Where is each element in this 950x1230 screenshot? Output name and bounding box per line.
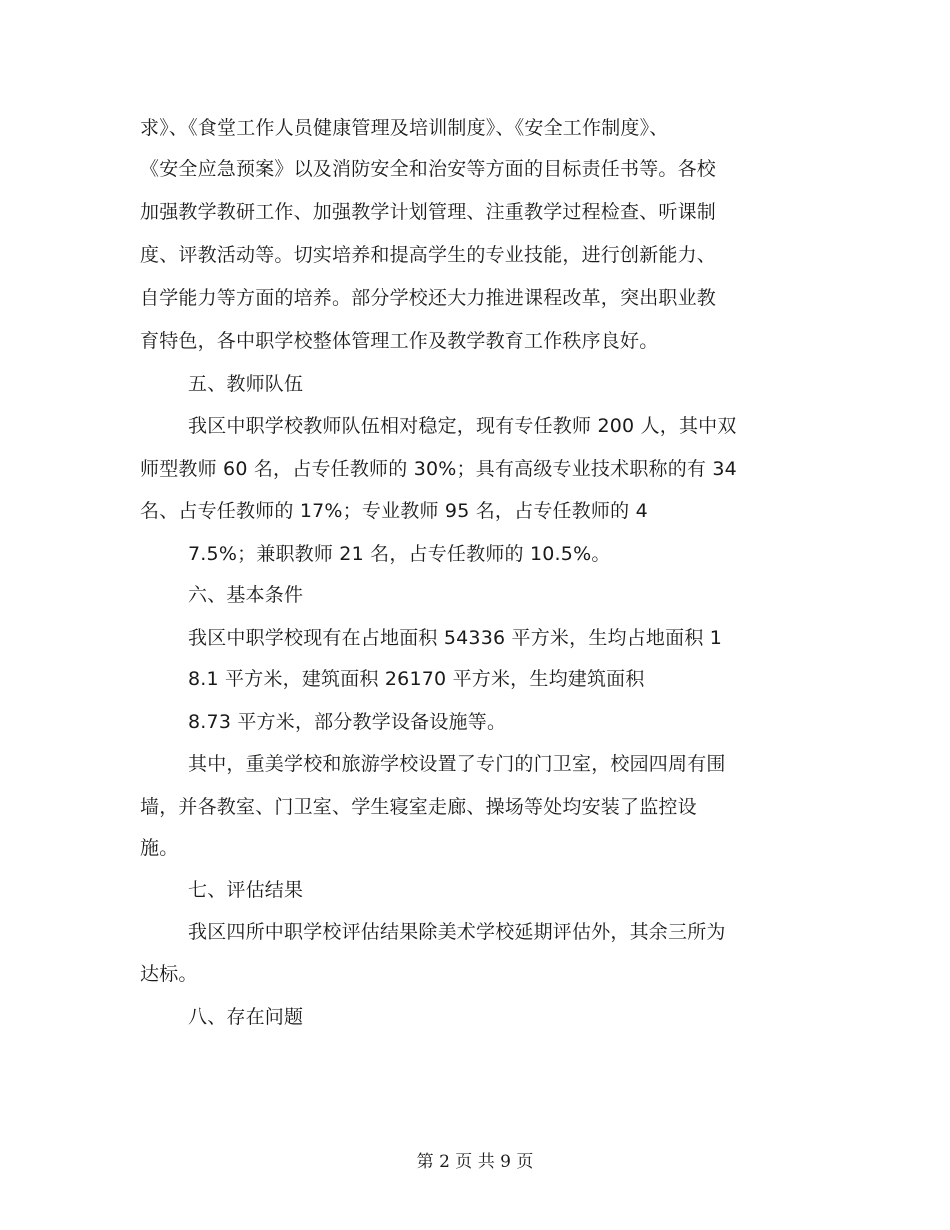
section-heading: 七、评估结果 (188, 879, 304, 901)
section-heading: 五、教师队伍 (188, 373, 304, 395)
text-line: 其中，重美学校和旅游学校设置了专门的门卫室，校园四周有围 (188, 753, 726, 775)
text-line: 师型教师 60 名，占专任教师的 30%；具有高级专业技术职称的有 34 (140, 458, 737, 480)
text-line: 我区中职学校教师队伍相对稳定，现有专任教师 200 人，其中双 (188, 415, 737, 437)
section-heading: 八、存在问题 (188, 1006, 304, 1028)
text-line: 名、占专任教师的 17%；专业教师 95 名，占专任教师的 4 (140, 500, 648, 522)
text-line: 自学能力等方面的培养。部分学校还大力推进课程改革，突出职业教 (140, 287, 717, 309)
text-line: 8.73 平方米，部分教学设备设施等。 (188, 711, 507, 733)
text-line: 加强教学教研工作、加强教学计划管理、注重教学过程检查、听课制 (140, 201, 717, 223)
text-line: 育特色，各中职学校整体管理工作及教学教育工作秩序良好。 (140, 330, 659, 352)
text-line: 施。 (140, 837, 179, 859)
text-line: 墙，并各教室、门卫室、学生寝室走廊、操场等处均安装了监控设 (140, 796, 697, 818)
text-line: 求》、《食堂工作人员健康管理及培训制度》、《安全工作制度》、 (140, 117, 669, 139)
page-number-footer: 第 2 页 共 9 页 (416, 1152, 534, 1172)
text-line: 我区中职学校现有在占地面积 54336 平方米，生均占地面积 1 (188, 627, 723, 649)
section-heading: 六、基本条件 (188, 584, 304, 606)
text-line: 8.1 平方米，建筑面积 26170 平方米，生均建筑面积 (188, 668, 645, 690)
text-line: 《安全应急预案》以及消防安全和治安等方面的目标责任书等。各校 (140, 158, 717, 180)
text-line: 达标。 (140, 963, 198, 985)
text-line: 度、评教活动等。切实培养和提高学生的专业技能，进行创新能力、 (140, 244, 717, 266)
text-line: 7.5%；兼职教师 21 名，占专任教师的 10.5%。 (188, 543, 611, 565)
text-line: 我区四所中职学校评估结果除美术学校延期评估外，其余三所为 (188, 921, 726, 943)
